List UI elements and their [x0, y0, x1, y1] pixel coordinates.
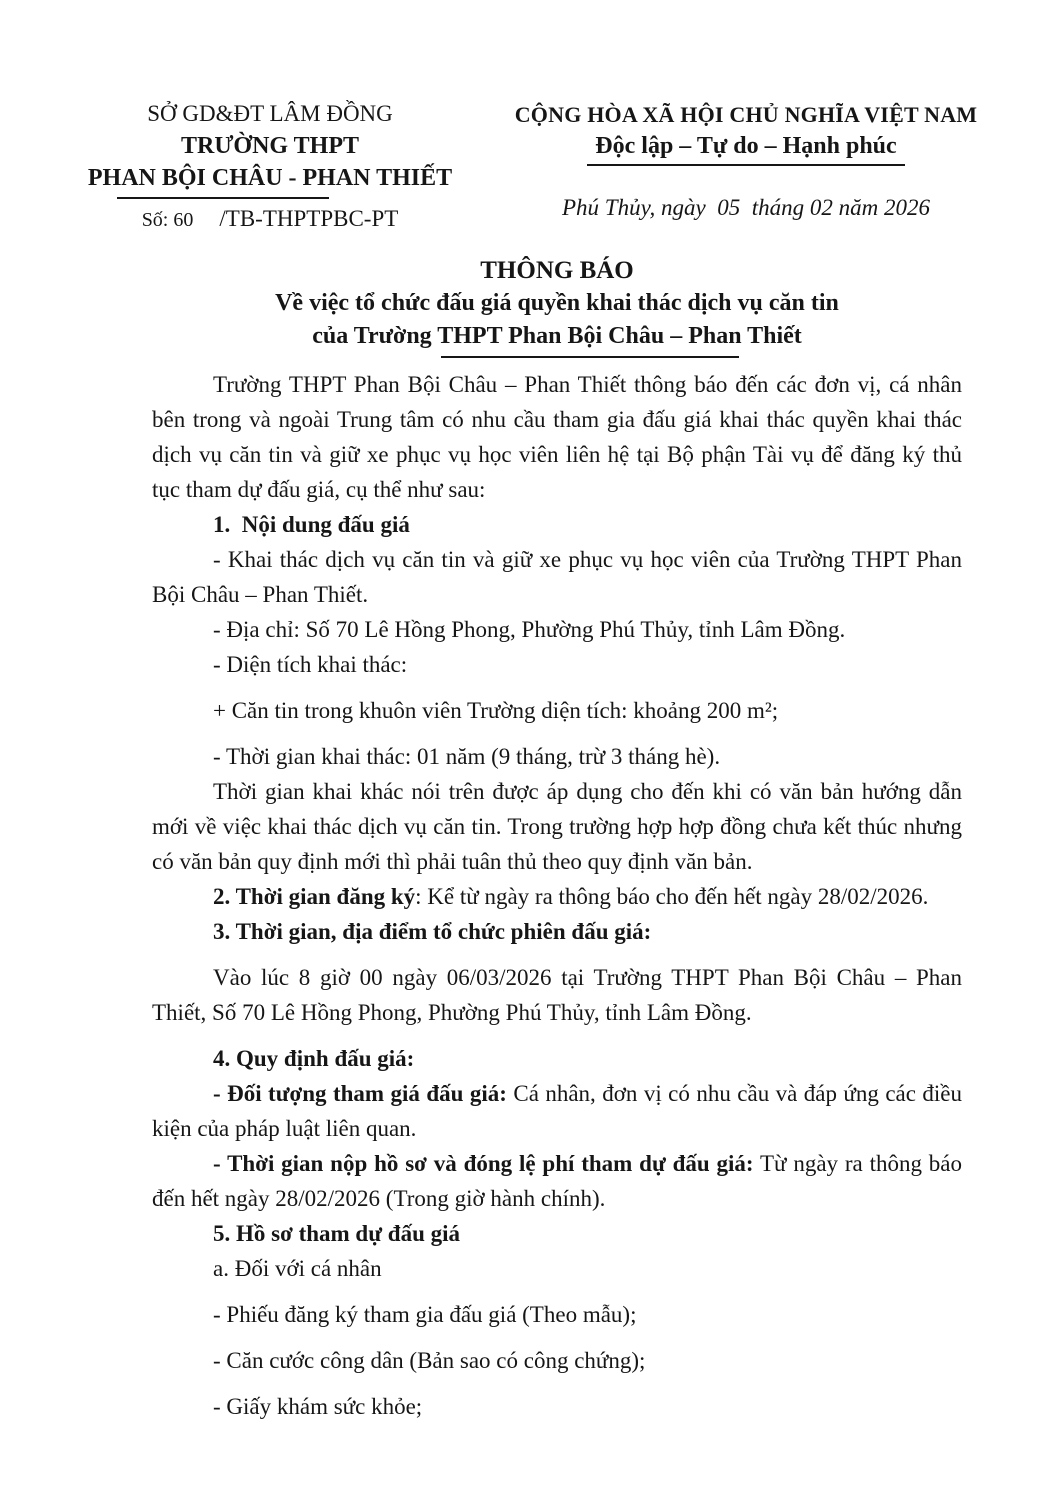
- document-subject-line2: của Trường THPT Phan Bội Châu – Phan Thiết: [312, 323, 802, 349]
- paragraph-text: : Kể từ ngày ra thông báo cho đến hết ngày 28/02/2026.: [415, 884, 929, 909]
- item-duration: [152, 739, 962, 774]
- org-name-underline: [117, 197, 329, 199]
- item-canteen-area: [152, 693, 962, 728]
- paragraph-text: - Căn cước công dân (Bản sao có công chứng);: [213, 1348, 646, 1373]
- item-health-certificate: [152, 1389, 962, 1424]
- section-2-paragraph: [152, 879, 962, 914]
- issuing-org-block: [62, 98, 478, 232]
- para-duration-note: [152, 774, 968, 879]
- document-type-title: THÔNG BÁO: [480, 257, 634, 284]
- item-registration-form: [152, 1297, 962, 1332]
- para-auction-time-place: [152, 960, 968, 1030]
- paragraph-text: Thời gian khai khác nói trên được áp dụng cho đến khi có văn bản hướng dẫn mới về việc khai thác dịch vụ căn tin. Trong trường hợp hợp đồng chưa kết thúc nhưng có văn bản quy định mới thì phải tuân thủ theo quy định văn bản.: [152, 779, 968, 874]
- paragraph-text: - Phiếu đăng ký tham gia đấu giá (Theo mẫu);: [213, 1302, 637, 1327]
- document-title-block: [0, 254, 1061, 358]
- item-submission-time: [152, 1146, 968, 1216]
- title-underline: [441, 356, 739, 358]
- paragraph-text: Trường THPT Phan Bội Châu – Phan Thiết thông báo đến các đơn vị, cá nhân bên trong và ngoài Trung tâm có nhu cầu tham gia đấu giá khai thác quyền khai thác dịch vụ căn tin và giữ xe phục vụ học viên liên hệ tại Bộ phận Tài vụ để đăng ký thủ tục tham dự đấu giá, cụ thể như sau:: [152, 372, 968, 502]
- item-area: [152, 647, 962, 682]
- intro-paragraph: [152, 367, 968, 507]
- document-subject-line1: Về việc tổ chức đấu giá quyền khai thác dịch vụ căn tin: [275, 290, 839, 316]
- national-header-block: [481, 98, 1011, 232]
- paragraph-text: Vào lúc 8 giờ 00 ngày 06/03/2026 tại Trường THPT Phan Bội Châu – Phan Thiết, Số 70 Lê Hồng Phong, Phường Phú Thủy, tỉnh Lâm Đồng.: [152, 965, 968, 1025]
- doc-number-symbol: /TB-THPTPBC-PT: [219, 206, 399, 231]
- paragraph-text: a. Đối với cá nhân: [213, 1256, 382, 1281]
- org-name-line2: PHAN BỘI CHÂU - PHAN THIẾT: [87, 165, 453, 191]
- item-id-card: [152, 1343, 962, 1378]
- paragraph-text: + Căn tin trong khuôn viên Trường diện tích: khoảng 200 m²;: [213, 698, 779, 723]
- document-header: [0, 98, 1061, 232]
- item-individual-header: [152, 1251, 962, 1286]
- section-5-heading: [152, 1216, 962, 1251]
- doc-number: [62, 206, 478, 232]
- section-1-heading: [152, 507, 962, 542]
- section-4-heading: [152, 1041, 962, 1076]
- paragraph-bold-lead: - Thời gian nộp hồ sơ và đóng lệ phí tham dự đấu giá:: [213, 1151, 754, 1176]
- paragraph-bold-lead: 5. Hồ sơ tham dự đấu giá: [213, 1221, 461, 1246]
- paragraph-text: Cá nhân, đơn vị có nhu cầu và đáp ứng các điều kiện của pháp luật liên quan.: [152, 1081, 968, 1141]
- paragraph-text: - Thời gian khai thác: 01 năm (9 tháng, trừ 3 tháng hè).: [213, 744, 721, 769]
- doc-number-label: Số: 60: [141, 209, 194, 231]
- item-address: [152, 612, 962, 647]
- paragraph-bold-lead: 4. Quy định đấu giá:: [213, 1046, 415, 1071]
- paragraph-text: Từ ngày ra thông báo đến hết ngày 28/02/2026 (Trong giờ hành chính).: [152, 1151, 968, 1211]
- national-title: CỘNG HÒA XÃ HỘI CHỦ NGHĨA VIỆT NAM: [514, 102, 978, 127]
- org-name-line1: TRƯỜNG THPT: [180, 133, 360, 159]
- paragraph-text: - Địa chỉ: Số 70 Lê Hồng Phong, Phường Phú Thủy, tỉnh Lâm Đồng.: [213, 617, 846, 642]
- item-auction-participants: [152, 1076, 968, 1146]
- document-body: [0, 358, 1061, 1424]
- national-motto: Độc lập – Tự do – Hạnh phúc: [587, 133, 904, 166]
- place-date-line: Phú Thủy, ngày 05 tháng 02 năm 2026: [562, 195, 930, 220]
- paragraph-bold-lead: 1. Nội dung đấu giá: [213, 512, 410, 537]
- paragraph-text: - Giấy khám sức khỏe;: [213, 1394, 423, 1419]
- paragraph-text: - Khai thác dịch vụ căn tin và giữ xe phục vụ học viên của Trường THPT Phan Bội Châu – Phan Thiết.: [152, 547, 968, 607]
- section-3-heading: [152, 914, 962, 949]
- paragraph-bold-lead: 2. Thời gian đăng ký: [213, 884, 416, 909]
- paragraph-text: - Diện tích khai thác:: [213, 652, 408, 677]
- item-canteen-parking: [152, 542, 968, 612]
- org-parent-name: SỞ GD&ĐT LÂM ĐỒNG: [147, 101, 393, 126]
- paragraph-bold-lead: - Đối tượng tham giá đấu giá:: [213, 1081, 507, 1106]
- paragraph-bold-lead: 3. Thời gian, địa điểm tổ chức phiên đấu giá:: [213, 919, 652, 944]
